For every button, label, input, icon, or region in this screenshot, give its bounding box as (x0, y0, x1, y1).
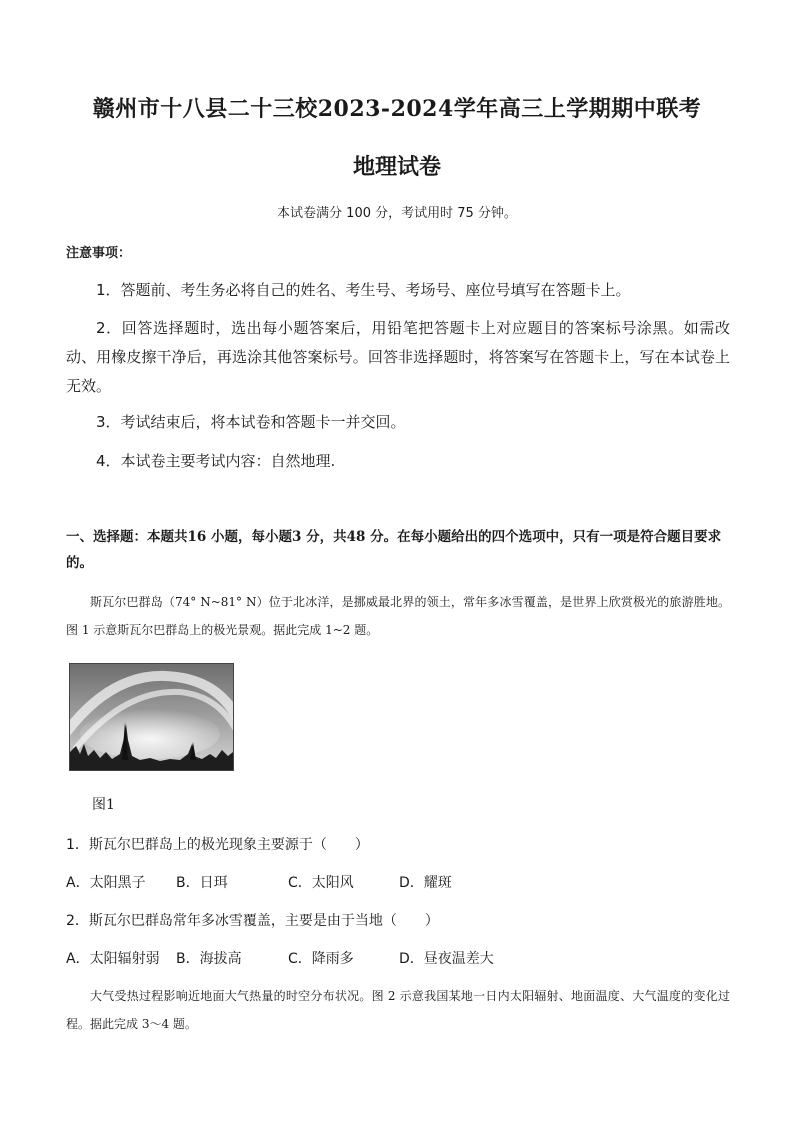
notice-item: 3．考试结束后，将本试卷和答题卡一并交回。 (96, 413, 406, 431)
option-a: A．太阳辐射弱 (66, 951, 160, 967)
figure-caption: 图1 (92, 797, 115, 813)
section-heading: 一、选择题：本题共16 小题，每小题3 分，共48 分。在每小题给出的四个选项中，只有一项是符合题目要求的。 (66, 529, 722, 571)
notice-item: 2．回答选择题时，选出每小题答案后，用铅笔把答题卡上对应题目的答案标号涂黑。如需改动、用橡皮擦干净后，再选涂其他答案标号。回答非选择题时，将答案写在答题卡上，写在本试卷上无效。 (66, 319, 730, 395)
notice-item: 4．本试卷主要考试内容：自然地理. (96, 452, 336, 470)
option-d: D．昼夜温差大 (399, 951, 494, 967)
question-intro: 大气受热过程影响近地面大气热量的时空分布状况。图 2 示意我国某地一日内太阳辐射、地面温度、大气温度的变化过程。据此完成 3～4 题。 (66, 989, 730, 1031)
option-d: D．耀斑 (399, 875, 452, 891)
exam-info: 本试卷满分 100 分，考试用时 75 分钟。 (277, 206, 517, 221)
question-intro: 斯瓦尔巴群岛（74° N~81° N）位于北冰洋，是挪威最北界的领土，常年多冰雪覆盖，是世界上欣赏极光的旅游胜地。图 1 示意斯瓦尔巴群岛上的极光景观。据此完成 1~2 题。 (66, 595, 730, 637)
aurora-photo (69, 663, 234, 771)
notice-item: 1．答题前、考生务必将自己的姓名、考生号、考场号、座位号填写在答题卡上。 (96, 281, 631, 299)
question-stem: 2．斯瓦尔巴群岛常年多冰雪覆盖，主要是由于当地（ ） (66, 913, 439, 929)
option-c: C．降雨多 (288, 951, 354, 967)
exam-title: 赣州市十八县二十三校2023-2024学年高三上学期期中联考 (92, 96, 702, 122)
exam-subtitle: 地理试卷 (352, 154, 441, 180)
option-b: B．日珥 (176, 875, 228, 891)
option-c: C．太阳风 (288, 875, 354, 891)
option-b: B．海拔高 (176, 951, 242, 967)
notice-heading: 注意事项： (66, 246, 132, 261)
question-stem: 1．斯瓦尔巴群岛上的极光现象主要源于（ ） (66, 837, 369, 853)
option-a: A．太阳黑子 (66, 875, 146, 891)
